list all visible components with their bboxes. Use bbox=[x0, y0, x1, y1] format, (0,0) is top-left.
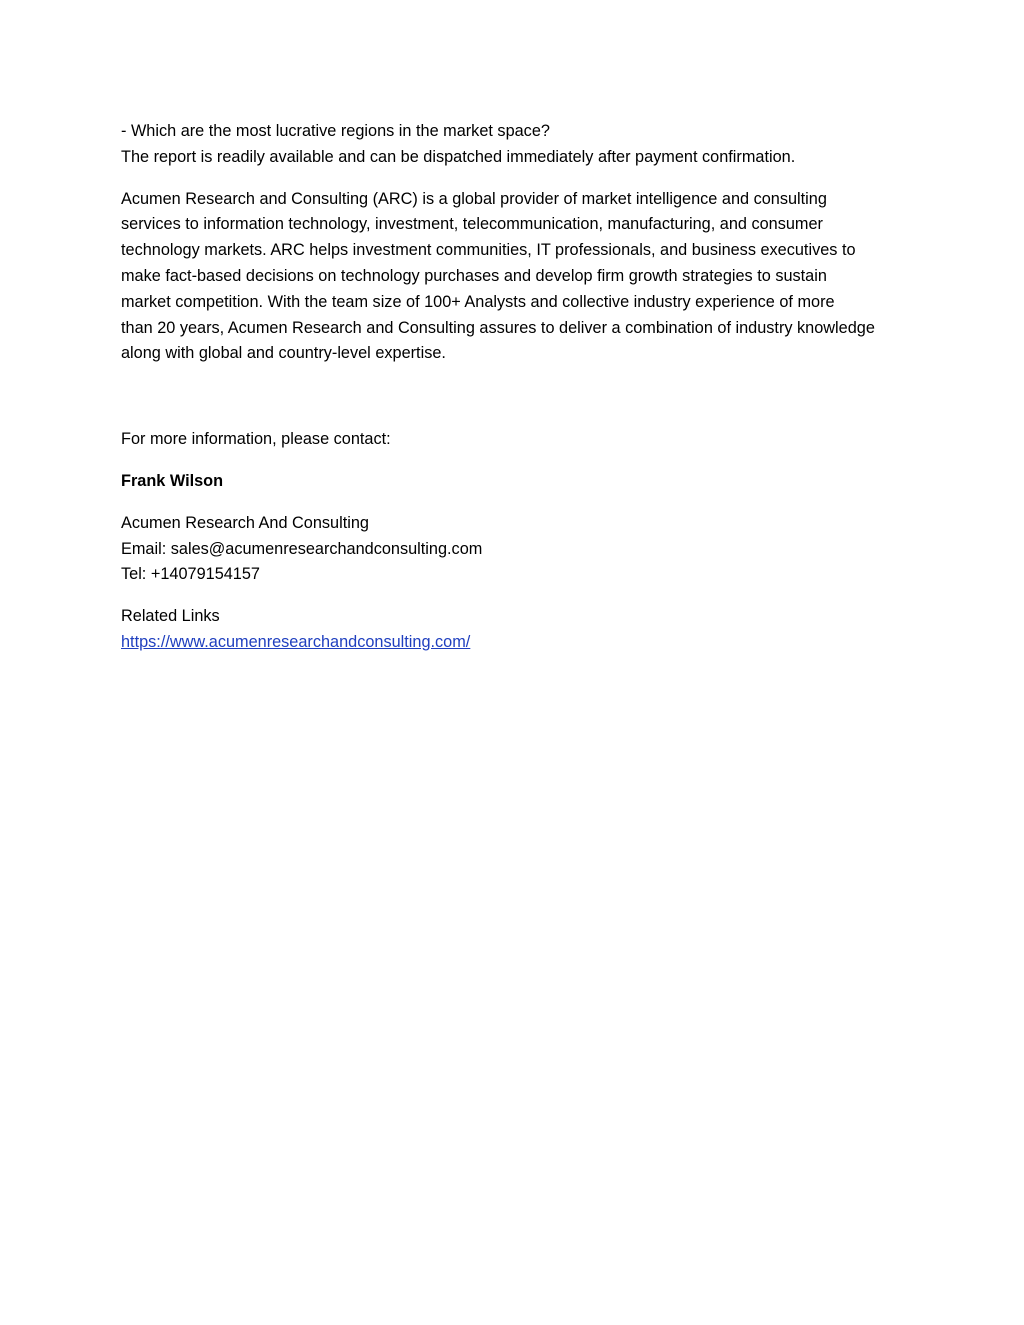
about-line: Acumen Research and Consulting (ARC) is a global provider of market intelligence and consulting bbox=[121, 189, 827, 208]
about-line: along with global and country-level expertise. bbox=[121, 344, 446, 363]
contact-details bbox=[121, 511, 911, 588]
related-links-section bbox=[121, 604, 911, 656]
availability-note: The report is readily available and can be dispatched immediately after payment confirmation. bbox=[121, 147, 796, 166]
website-link[interactable]: https://www.acumenresearchandconsulting.com/ bbox=[121, 632, 471, 651]
about-line: market competition. With the team size of 100+ Analysts and collective industry experience of more bbox=[121, 292, 835, 311]
contact-name: Frank Wilson bbox=[121, 471, 224, 490]
document-body bbox=[121, 119, 911, 656]
contact-heading: For more information, please contact: bbox=[121, 430, 391, 449]
about-line: services to information technology, investment, telecommunication, manufacturing, and consumer bbox=[121, 215, 823, 234]
about-line: make fact-based decisions on technology purchases and develop firm growth strategies to sustain bbox=[121, 266, 827, 285]
intro-section bbox=[121, 119, 911, 171]
related-links-label: Related Links bbox=[121, 607, 220, 626]
about-paragraph bbox=[121, 187, 911, 368]
market-question: - Which are the most lucrative regions in the market space? bbox=[121, 122, 550, 140]
contact-email: Email: sales@acumenresearchandconsulting.com bbox=[121, 539, 483, 558]
about-line: than 20 years, Acumen Research and Consulting assures to deliver a combination of industry knowledge bbox=[121, 318, 875, 337]
contact-company: Acumen Research And Consulting bbox=[121, 513, 369, 532]
contact-tel: Tel: +14079154157 bbox=[121, 565, 260, 584]
about-line: technology markets. ARC helps investment communities, IT professionals, and business executives to bbox=[121, 241, 856, 260]
